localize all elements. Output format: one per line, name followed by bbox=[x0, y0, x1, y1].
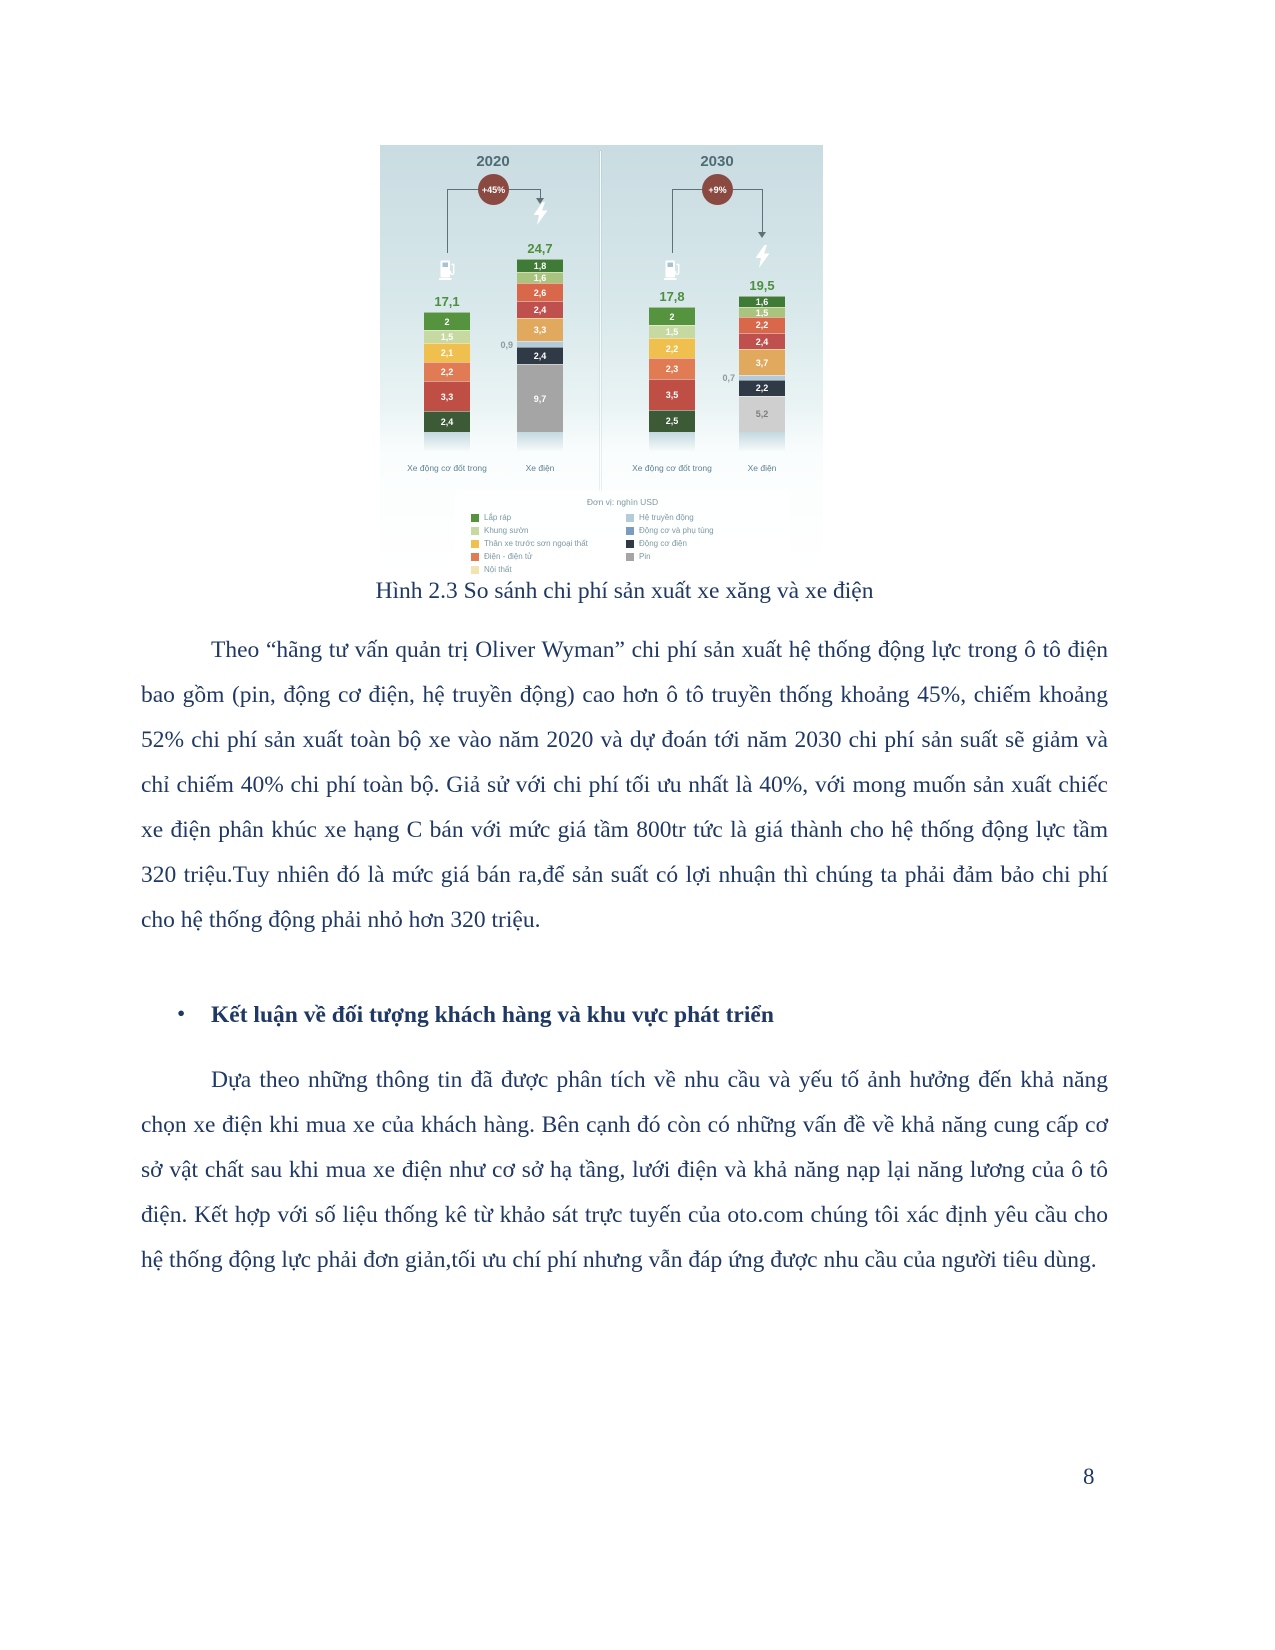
bar-reflection bbox=[424, 432, 470, 452]
change-badge-label: +45% bbox=[481, 184, 506, 195]
segment-label: 1,6 bbox=[533, 272, 547, 283]
bar-segment bbox=[739, 307, 785, 318]
bar-segment bbox=[517, 301, 563, 318]
segment-label: 3,3 bbox=[533, 324, 547, 335]
legend-swatch bbox=[471, 514, 479, 522]
bar-reflection bbox=[517, 432, 563, 452]
segment-label: 0,9 bbox=[500, 339, 513, 350]
legend-swatch bbox=[626, 527, 634, 535]
bar-segment bbox=[424, 330, 470, 343]
bar-total: 24,7 bbox=[527, 241, 553, 257]
body-paragraph-1: Theo “hãng tư vấn quản trị Oliver Wyman” chi phí sản xuất hệ thống động lực trong ô tô điện bao gồm (pin, động cơ điện, hệ truyền động) cao hơn ô tô truyền thống khoảng 45%, chiếm khoảng 52% chi phí sản xuất toàn bộ xe vào năm 2020 và dự đoán tới năm 2030 chi phí sản suất sẽ giảm và chỉ chiếm 40% chi phí toàn bộ. Giả sử với chi phí tối ưu nhất là 40%, với mong muốn sản xuất chiếc xe điện phân khúc xe hạng C bán với mức giá tầm 800tr tức là giá thành cho hệ thống động lực tầm 320 triệu.Tuy nhiên đó là mức giá bán ra,để sản suất có lợi nhuận thì chúng ta phải đảm bảo chi phí cho hệ thống động phải nhỏ hơn 320 triệu. bbox=[141, 637, 1108, 933]
bullet-heading bbox=[141, 1002, 1108, 1029]
legend-item bbox=[626, 552, 714, 561]
segment-label: 1,5 bbox=[440, 332, 454, 343]
bar-segment bbox=[424, 381, 470, 410]
segment-label: 2,5 bbox=[665, 416, 679, 427]
fuel-pump-icon bbox=[663, 259, 682, 285]
figure-caption: Hình 2.3 So sánh chi phí sản xuất xe xăng và xe điện bbox=[375, 578, 874, 604]
stacked-bar bbox=[424, 312, 470, 432]
segment-label: 3,5 bbox=[665, 389, 679, 400]
bar-reflection bbox=[649, 432, 695, 452]
legend-column bbox=[626, 513, 714, 574]
segment-label: 9,7 bbox=[533, 393, 547, 404]
bar-segment bbox=[424, 411, 470, 432]
segment-label: 2,2 bbox=[755, 320, 769, 331]
legend-item bbox=[471, 565, 626, 574]
legend-label: Điện - điện tử bbox=[484, 552, 533, 561]
cost-comparison-chart bbox=[380, 145, 823, 575]
legend-label: Pin bbox=[639, 552, 651, 561]
legend-item bbox=[471, 526, 626, 535]
bullet-icon: • bbox=[177, 1001, 186, 1027]
axis-label: Xe điện bbox=[525, 463, 555, 473]
segment-label: 3,3 bbox=[440, 391, 454, 402]
legend-item bbox=[626, 513, 714, 522]
legend-label: Động cơ điện bbox=[639, 539, 687, 548]
body-paragraph-2: Dựa theo những thông tin đã được phân tích về nhu cầu và yếu tố ảnh hưởng đến khả năng chọn xe điện khi mua xe của khách hàng. Bên cạnh đó còn có những vấn đề về khả năng cung cấp cơ sở vật chất sau khi mua xe điện như cơ sở hạ tầng, lưới điện và khả năng nạp lại năng lương của ô tô điện. Kết hợp với số liệu thống kê từ khảo sát trực tuyến của oto.com chúng tôi xác định yêu cầu cho hệ thống động lực phải đơn giản,tối ưu chí phí nhưng vẫn đáp ứng được nhu cầu của người tiêu dùng. bbox=[141, 1067, 1108, 1273]
segment-label: 2,4 bbox=[755, 336, 769, 347]
bar-ev-2020 bbox=[500, 241, 563, 432]
legend-label: Nội thất bbox=[484, 565, 512, 574]
lightning-bolt-icon bbox=[754, 245, 771, 273]
change-badge-label: +9% bbox=[708, 184, 727, 195]
axis-label: Xe động cơ đốt trong bbox=[407, 463, 487, 473]
bar-segment bbox=[517, 364, 563, 432]
segment-label: 2,4 bbox=[440, 416, 454, 427]
bar-segment bbox=[739, 333, 785, 350]
bar-segment bbox=[517, 318, 563, 341]
bar-reflection bbox=[739, 432, 785, 452]
chart-legend bbox=[455, 490, 790, 574]
bar-segment bbox=[739, 380, 785, 395]
connector-line bbox=[672, 189, 673, 253]
year-label-2020: 2020 bbox=[476, 153, 510, 170]
segment-label: 3,7 bbox=[755, 357, 769, 368]
bar-segment bbox=[517, 272, 563, 283]
bar-total: 17,1 bbox=[434, 294, 460, 310]
segment-label: 1,5 bbox=[665, 327, 679, 338]
stacked-bar bbox=[500, 259, 563, 432]
bar-segment bbox=[739, 317, 785, 332]
bar-segment bbox=[517, 259, 563, 272]
bar-total: 19,5 bbox=[749, 277, 775, 293]
segment-label: 2,4 bbox=[533, 305, 547, 316]
panel-divider bbox=[600, 151, 601, 491]
stacked-bar bbox=[649, 307, 695, 432]
segment-label: 2,1 bbox=[440, 348, 454, 359]
bar-ice-2020 bbox=[424, 294, 470, 432]
segment-label: 2,2 bbox=[755, 383, 769, 394]
segment-label: 2,3 bbox=[665, 363, 679, 374]
legend-item bbox=[471, 552, 626, 561]
bar-segment bbox=[739, 349, 785, 375]
legend-item bbox=[471, 513, 626, 522]
bar-segment bbox=[739, 296, 785, 307]
bar-segment bbox=[424, 362, 470, 382]
legend-swatch bbox=[626, 540, 634, 548]
lightning-bolt-icon bbox=[532, 202, 549, 230]
segment-label: 2,2 bbox=[440, 367, 454, 378]
bar-segment bbox=[649, 338, 695, 358]
bar-segment bbox=[517, 347, 563, 364]
connector-line bbox=[447, 189, 448, 253]
bar-segment bbox=[649, 358, 695, 379]
bar-total: 17,8 bbox=[659, 289, 685, 305]
bar-segment bbox=[649, 307, 695, 325]
bar-ev-2030 bbox=[722, 277, 785, 432]
legend-swatch bbox=[626, 514, 634, 522]
change-badge-2030 bbox=[702, 174, 733, 205]
bar-segment bbox=[739, 396, 785, 432]
legend-swatch bbox=[626, 553, 634, 561]
bar-segment bbox=[424, 312, 470, 330]
legend-label: Lắp ráp bbox=[484, 513, 512, 522]
fuel-pump-icon bbox=[438, 259, 457, 285]
axis-label: Xe động cơ đốt trong bbox=[632, 463, 712, 473]
axis-label: Xe điện bbox=[747, 463, 777, 473]
segment-label: 1,5 bbox=[755, 307, 769, 318]
bar-ice-2030 bbox=[649, 289, 695, 432]
bar-segment bbox=[649, 325, 695, 338]
arrow-down-icon bbox=[758, 232, 766, 238]
segment-label: 5,2 bbox=[755, 409, 769, 420]
legend-item bbox=[626, 526, 714, 535]
year-label-2030: 2030 bbox=[700, 153, 734, 170]
segment-label: 2,4 bbox=[533, 351, 547, 362]
legend-column bbox=[471, 513, 626, 574]
legend-swatch bbox=[471, 527, 479, 535]
segment-label: 1,6 bbox=[755, 296, 769, 307]
page-number: 8 bbox=[1083, 1464, 1095, 1489]
change-badge-2020 bbox=[478, 174, 509, 205]
segment-label: 0,7 bbox=[722, 373, 735, 384]
legend-swatch bbox=[471, 553, 479, 561]
bar-segment bbox=[649, 410, 695, 432]
segment-label: 2 bbox=[444, 316, 450, 327]
bar-segment bbox=[649, 379, 695, 410]
bar-segment bbox=[424, 343, 470, 362]
legend-swatch bbox=[471, 566, 479, 574]
bullet-heading-text: Kết luận về đối tượng khách hàng và khu vực phát triển bbox=[211, 1002, 774, 1028]
legend-label: Khung sườn bbox=[484, 526, 529, 535]
segment-label: 2 bbox=[669, 311, 675, 322]
segment-label: 2,2 bbox=[665, 343, 679, 354]
legend-item bbox=[626, 539, 714, 548]
stacked-bar bbox=[722, 296, 785, 432]
segment-label: 2,6 bbox=[533, 287, 547, 298]
bar-segment bbox=[517, 283, 563, 301]
legend-swatch bbox=[471, 540, 479, 548]
legend-title: Đơn vị: nghìn USD bbox=[586, 497, 659, 507]
legend-label: Hệ truyền động bbox=[639, 513, 694, 522]
legend-item bbox=[471, 539, 626, 548]
connector-line bbox=[762, 189, 763, 233]
legend-label: Động cơ và phụ tùng bbox=[639, 526, 714, 535]
segment-label: 1,8 bbox=[533, 260, 547, 271]
legend-label: Thân xe trước sơn ngoại thất bbox=[484, 539, 588, 548]
